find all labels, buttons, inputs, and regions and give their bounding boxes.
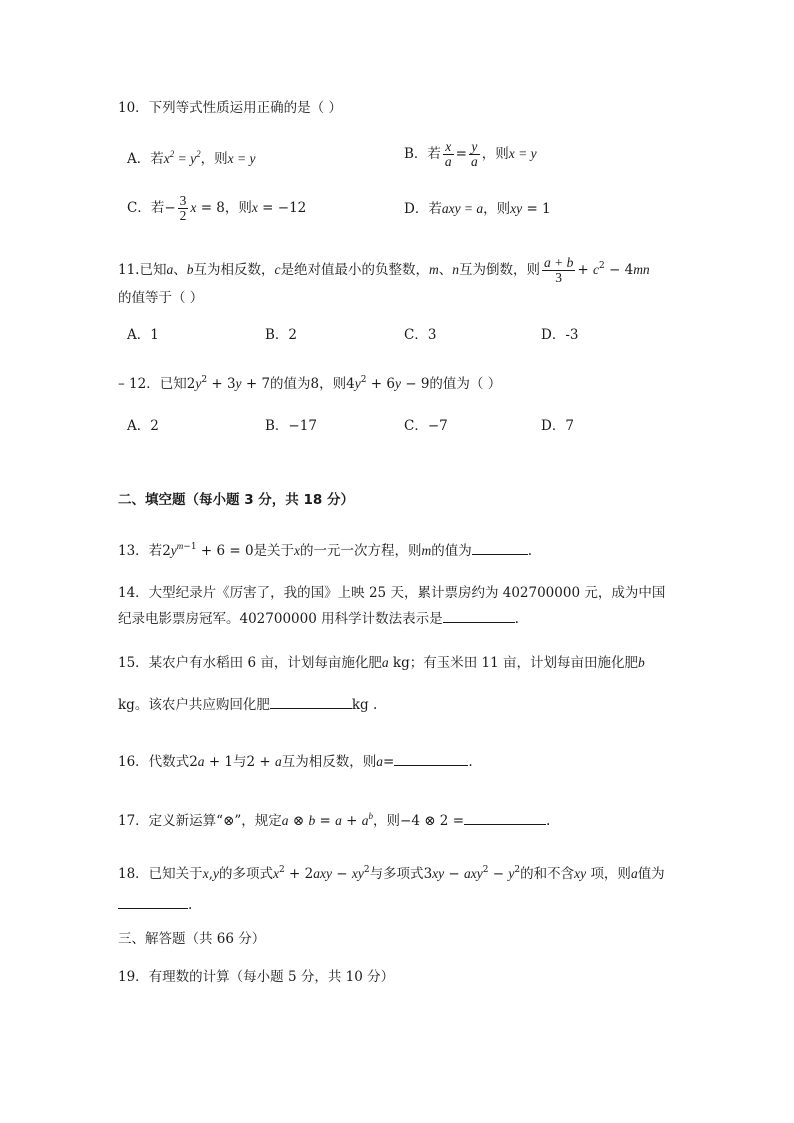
q18-term: xy <box>574 866 587 881</box>
q18-b: 的多项式 <box>218 866 273 882</box>
q11-stem: 11.已知a、b互为相反数，c是绝对值最小的负整数，m、n互为倒数，则 $\frac{a + b}{3}$ + $c^2 - 4mn$ <box>118 255 650 285</box>
q13-d: 的值为 <box>431 543 472 559</box>
q12-mid1: 的值为 <box>270 376 311 392</box>
q10-option-d: D．若axy = a，则xy = 1 <box>404 201 551 217</box>
q10-c-label: C．若 <box>127 200 165 216</box>
q11-var-b: b <box>186 262 194 277</box>
q15-line1 <box>118 653 645 673</box>
q18-xy: x <box>202 866 209 881</box>
q16-c: 互为相反数，则 <box>281 754 377 770</box>
q16-a: 16．代数式 <box>118 754 190 770</box>
q12-y1: y <box>195 376 202 391</box>
q10-b-frac2: $\frac{y}{a}$ <box>470 139 478 169</box>
section-3-heading: 三、解答题（共 66 分） <box>118 931 266 947</box>
q18-poly2: xy <box>432 866 445 881</box>
q17-answer-blank[interactable] <box>464 810 546 825</box>
q11-expr: c <box>592 262 599 277</box>
q16-d: = <box>383 754 395 770</box>
q10-option-b: B．若 $\frac{x}{a}$ = $\frac{y}{a}$ ，则x = y <box>404 139 537 169</box>
q11-var-c: c <box>274 262 281 277</box>
q11-end-text: 的值等于（ ） <box>118 290 204 306</box>
q11-text-f: 互为倒数，则 <box>458 262 540 278</box>
q18-poly1: x <box>272 866 279 881</box>
q18-end: . <box>188 897 193 913</box>
q17-c: = <box>452 813 465 829</box>
q13: 13．若$2y^{m-1} + 6 = 0$是关于x的一元一次方程，则m的值为 . <box>118 541 533 559</box>
q10-stem-text: 10．下列等式性质运用正确的是（ ） <box>118 100 342 116</box>
q18-answer-blank[interactable] <box>118 894 188 909</box>
q17-end: . <box>546 813 551 829</box>
q10-d-result: xy <box>510 201 523 216</box>
q12-y4: y <box>394 376 401 391</box>
q12-b-label: B． <box>265 418 289 434</box>
q13-x: x <box>294 543 301 558</box>
q10-c-result: x <box>251 200 258 215</box>
q10-a-result: x = y <box>227 151 256 166</box>
q11-text-b: 、 <box>173 262 187 278</box>
q16: 16．代数式2a + 1与2 + a互为相反数，则a= . <box>118 751 473 772</box>
q12-option-c <box>404 416 448 436</box>
q12-c-val: −7 <box>427 418 448 434</box>
q14-end: . <box>514 611 519 627</box>
q10-c-mid: ，则 <box>224 200 252 216</box>
q10-b-result: x = y <box>508 146 537 161</box>
q17-b: ，则 <box>373 813 401 829</box>
q11-option-d: D．-3 <box>541 327 579 343</box>
q11-option-a: A．1 <box>127 327 159 343</box>
q12-y3: y <box>354 376 361 391</box>
q12-option-a: A．2 <box>127 418 159 434</box>
q18-c: 与多项式 <box>369 866 424 882</box>
q12-end: 的值为（ ） <box>429 376 502 392</box>
q12-option-b <box>265 416 317 436</box>
q18-line1: 18．已知关于x,y的多项式$x^2 + 2axy - xy^2$与多项式$3xy - axy^2 - y^2$的和不含xy 项，则a值为 <box>118 865 665 882</box>
q10-d-mid: ，则 <box>483 201 511 217</box>
q16-a3: a <box>376 754 383 769</box>
q11-option-b: B．2 <box>265 327 298 343</box>
q11-stem-end <box>118 288 203 308</box>
q11-var-m: m <box>428 262 439 277</box>
q12-stem: – 12．已知$2y^2 + 3y + 7$的值为8，则$4y^2 + 6y - 9$的值为（ ） <box>118 375 502 392</box>
q12-mid2: ，则 <box>319 376 347 392</box>
q14-answer-blank[interactable] <box>443 608 515 623</box>
q16-a2: a <box>275 754 282 769</box>
q10-d-math: axy = a <box>441 201 484 216</box>
q15-a: 15．某农户有水稻田 6 亩，计划每亩施化肥 <box>118 655 382 671</box>
q12-b-val: −17 <box>288 418 317 434</box>
q11-var-n: n <box>452 262 459 277</box>
q10-option-c: C．若− $\frac{3}{2}$ x = 8，则x = −12 <box>127 193 307 223</box>
q15-answer-blank[interactable] <box>270 694 352 709</box>
q11-frac: $\frac{a + b}{3}$ <box>543 255 574 285</box>
q18-line2 <box>118 894 192 915</box>
q10-a-mid: ，则 <box>200 151 228 167</box>
q15-d: kg . <box>351 697 378 713</box>
q18-d: 的和不含 <box>520 866 575 882</box>
q11-mn: mn <box>633 262 650 277</box>
q11-option-c: C．3 <box>404 327 437 343</box>
q13-a: 13．若 <box>118 543 163 559</box>
q16-answer-blank[interactable] <box>394 751 468 766</box>
q15-line2 <box>118 694 377 715</box>
q14-line1: 14．大型纪录片《厉害了，我的国》上映 25 天，累计票房约为 402700000 元，成为中国 <box>118 585 666 601</box>
q16-b: 与 <box>233 754 247 770</box>
q16-a1: a <box>197 754 205 769</box>
q10-c-frac: $\frac{3}{2}$ <box>179 193 187 223</box>
q10-stem <box>118 98 342 118</box>
q10-option-a <box>127 144 255 169</box>
q12-y2: y <box>235 376 242 391</box>
q10-c-math: x <box>190 200 197 215</box>
q18-a: 18．已知关于 <box>118 866 203 882</box>
q11-text-c: 互为相反数， <box>193 262 275 278</box>
q17-a: 17．定义新运算“⊗”，规定 <box>118 813 282 829</box>
section-2-heading: 二、填空题（每小题 3 分，共 18 分） <box>118 492 354 508</box>
q10-a-label: A．若 <box>127 151 164 167</box>
q10-a-math: $x^2 = y^2$ <box>163 149 201 166</box>
q15-var-b: b <box>638 655 645 670</box>
q13-b: 是关于 <box>253 543 295 559</box>
q10-d-label: D．若 <box>404 201 442 217</box>
q15-var-a: a <box>381 655 389 670</box>
q15-b: kg；有玉米田 11 亩，计划每亩田施化肥 <box>392 655 638 671</box>
q18-e: 项，则 <box>590 866 631 882</box>
q13-m: m <box>421 543 432 558</box>
q12-val: 8 <box>310 376 320 392</box>
q15-c: kg。该农户共应购回化肥 <box>118 697 270 713</box>
q12-option-d: D．7 <box>541 418 574 434</box>
q13-y: y <box>170 543 177 558</box>
q13-end: . <box>527 543 533 559</box>
q17-def: a <box>281 813 289 828</box>
q13-c: 的一元一次方程，则 <box>300 543 422 559</box>
q12-c-label: C． <box>404 418 428 434</box>
q10-b-frac1: $\frac{x}{a}$ <box>444 139 452 169</box>
q10-b-mid: ，则 <box>481 146 509 162</box>
q11-var-a: a <box>166 262 174 277</box>
q12-prefix: – 12．已知 <box>118 376 187 392</box>
q11-text-a: 11.已知 <box>118 262 167 278</box>
q18-var-a: a <box>630 866 638 881</box>
q11-text-d: 是绝对值最小的负整数， <box>280 262 429 278</box>
q10-b-label: B．若 <box>404 146 441 162</box>
q14-line2-text: 纪录电影票房冠军。402700000 用科学计数法表示是 <box>118 611 443 627</box>
q16-end: . <box>468 754 473 770</box>
q14-line2 <box>118 608 519 629</box>
q18-f: 值为 <box>637 866 665 882</box>
q13-answer-blank[interactable] <box>472 540 528 555</box>
q19-heading: 19．有理数的计算（每小题 5 分，共 10 分） <box>118 969 395 985</box>
q17: 17．定义新运算“⊗”，规定a ⊗ $b = a + a^b$，则−4 ⊗ 2 = . <box>118 811 551 829</box>
q11-text-e: 、 <box>438 262 453 278</box>
